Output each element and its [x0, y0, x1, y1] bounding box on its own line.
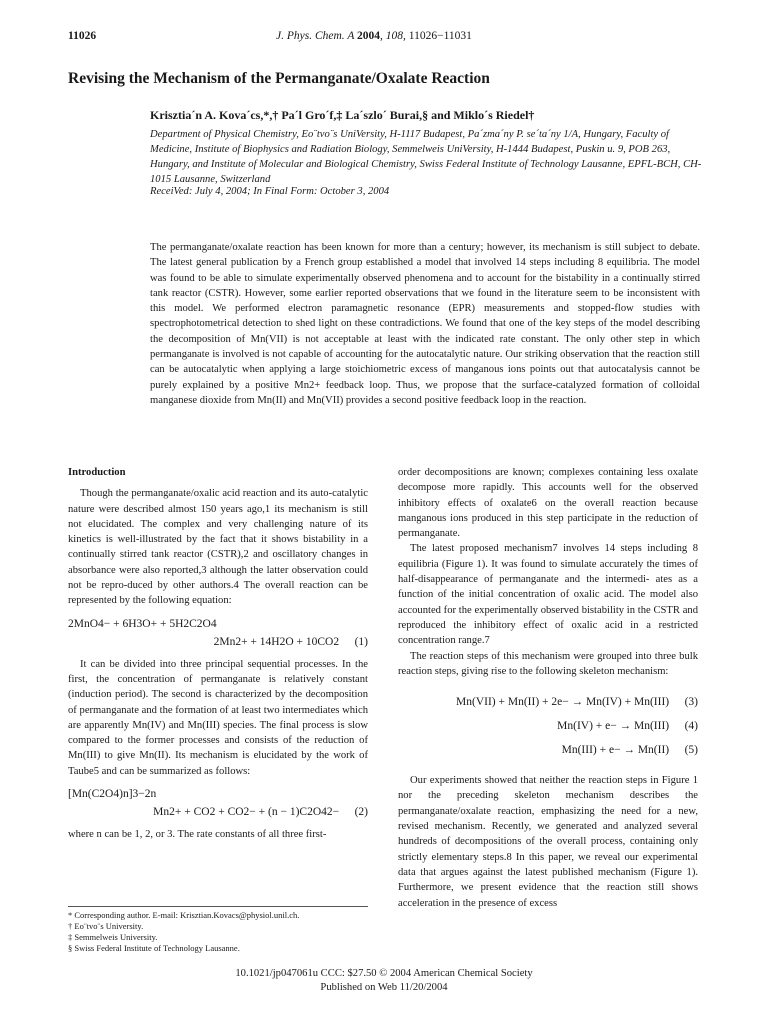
equation-4: Mn(IV) + e− → Mn(III) (4) — [557, 720, 698, 733]
journal-name: J. Phys. Chem. A — [276, 30, 355, 42]
publication-date: Published on Web 11/20/2004 — [320, 982, 448, 993]
journal-reference: J. Phys. Chem. A 2004, 108, 11026−11031 — [276, 30, 472, 42]
doi-line: 10.1021/jp047061u CCC: $27.50 © 2004 American Chemical Society — [235, 968, 533, 979]
intro-paragraph-2: It can be divided into three principal sequential processes. In the first, the concentration of permanganate is relatively constant (induction period). The second is characterized by the decomposition of permanganate and the formation of at least two intermediates which are apparently Mn(IV) and Mn(III) species. The final process is slow compared to the former processes and consists of the reduction of Mn(III) to give Mn(II). Its mechanism is elucidated by the work of Taube5 and can be summarized as follows: — [68, 658, 368, 777]
footnote-affiliation-1: † Eo¨tvo¨s University. — [68, 921, 144, 931]
equation-2-number: (2) — [354, 806, 368, 819]
right-paragraph-2: The latest proposed mechanism7 involves 14 steps including 8 equilibria (Figure 1). It was found to simulate accurately the times of half-disappearance of permanganate and the intermedi- ates as a function of the initial concentration of oxalic acid. The model also accounted for the experimentally observed bistability in the CSTR and reproduced the inhibitory effect of oxalic acid in a restricted concentration range.7 — [398, 543, 698, 647]
equation-1-products: 2Mn2+ + 14H2O + 10CO2 — [213, 635, 340, 648]
journal-pages: 11026−11031 — [408, 30, 472, 42]
equation-2-products: Mn2+ + CO2 + CO2− + (n − 1)C2O42− — [153, 806, 340, 819]
equation-1 — [68, 615, 368, 651]
equation-5: Mn(III) + e− → Mn(II) (5) — [561, 744, 698, 757]
journal-year: 2004 — [357, 30, 381, 42]
equation-3: Mn(VII) + Mn(II) + 2e− → Mn(IV) + Mn(III) (3) — [456, 696, 698, 709]
page-footer — [0, 967, 768, 995]
right-column — [398, 465, 698, 911]
abstract: The permanganate/oxalate reaction has been known for more than a century; however, its mechanism is still subject to debate. The latest general publication by a French group established a model that involved 14 steps including 8 equilibria. The model was found to be able to simulate experimentally observed phenomena and to account for the bistability in a continually stirred tank reactor (CSTR). However, some earlier reported observations that we found in the literature seem to be inconsistent with this model. We performed electron paramagnetic resonance (EPR) measurements and stopped-flow studies with spectrophotometrical detection to shed light on these contradictions. We found that one of the key steps of the model describing the decomposition of Mn(VII) is not acceptable at least with the indicated rate constant. The only other step in which permanganate is involved is not capable of accounting for the autocatalytic nature. Our striking observation that the reaction still can be autocatalytic when applying a large stoichiometric excess of manganous ions points out that autocatalysis cannot be purely explained by a positive Mn2+ feedback loop. Thus, we propose that the surface-catalyzed formation of colloidal manganese dioxide from Mn(II) and Mn(VII) provides a second positive feedback loop in the reaction. — [150, 242, 700, 406]
equation-2-reactant: [Mn(C2O4)n]3−2n — [68, 788, 157, 801]
footnotes — [68, 906, 368, 954]
footnote-affiliation-3: § Swiss Federal Institute of Technology Lausanne. — [68, 943, 240, 953]
right-paragraph-3: The reaction steps of this mechanism were grouped into three bulk reaction steps, giving rise to the following skeleton mechanism: — [398, 650, 698, 677]
equation-1-reactants: 2MnO4− + 6H3O+ + 5H2C2O4 — [68, 617, 217, 630]
footnote-affiliation-2: ‡ Semmelweis University. — [68, 932, 158, 942]
page-number: 11026 — [68, 30, 97, 42]
received-dates: ReceiVed: July 4, 2004; In Final Form: October 3, 2004 — [150, 186, 390, 197]
equation-1-number: (1) — [354, 635, 368, 648]
intro-paragraph-1: Though the permanganate/oxalic acid reaction and its auto-catalytic nature were described almost 150 years ago,1 its mechanism is still not elucidated. The complex and very challenging nature of its kinetics is well-illustrated by the fact that it shows bistability in a continually stirred tank reactor (CSTR),2 and oscillatory changes in absorbance were also reported,3 although the latter observation could not be repro-duced by other authors.4 The overall reaction can be represented by the following equation: — [68, 488, 368, 607]
affiliations: Department of Physical Chemistry, Eo¨tvo¨s UniVersity, H-1117 Budapest, Pa´zma´ny P. se´ta´ny 1/A, Hungary, Faculty of Medicine, Institute of Biophysics and Radiation Biology, Semmelweis UniVersity, H-1444 Budapest, Puskin u. 9, POB 263, Hungary, and Institute of Molecular and Biological Chemistry, Swiss Federal Institute of Technology Lausanne, EPFL-BCH, CH-1015 Lausanne, Switzerland — [150, 129, 702, 185]
journal-volume: 108 — [385, 30, 404, 42]
left-column — [68, 465, 368, 842]
author-list: Krisztia´n A. Kova´cs,*,† Pa´l Gro´f,‡ La´szlo´ Burai,§ and Miklo´s Riedel† — [150, 108, 535, 122]
section-heading-introduction: Introduction — [68, 467, 126, 478]
paper-title: Revising the Mechanism of the Permanganate/Oxalate Reaction — [68, 70, 490, 87]
equation-2 — [68, 785, 368, 821]
footnote-corresponding: * Corresponding author. E-mail: Krisztian.Kovacs@physiol.unil.ch. — [68, 910, 300, 920]
right-paragraph-4: Our experiments showed that neither the reaction steps in Figure 1 nor the preceding skeleton mechanism describes the permanganate/oxalate reaction, emphasizing the need for a new, revised mechanism. Recently, we generated and analyzed several hundreds of decompositions of the overall process, containing only strictly elementary steps.8 In this paper, we reveal our experimental data that argues against the latest published mechanism (Figure 1). Furthermore, we present evidence that the reaction still shows acceleration in the presence of excess — [398, 775, 698, 909]
intro-paragraph-3: where n can be 1, 2, or 3. The rate constants of all three first- — [68, 829, 327, 841]
right-paragraph-1: order decompositions are known; complexes containing less oxalate decompose more rapidly. This accounts well for the observed inhibitory effects of oxalate6 on the overall reaction because manganous ions produced in this step participate in the reduction of permanganate. — [398, 467, 698, 540]
